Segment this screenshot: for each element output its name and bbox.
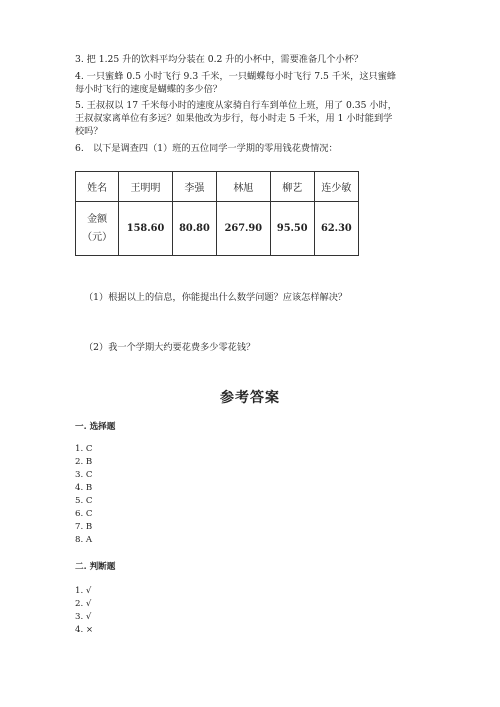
answer-item: 8. A — [75, 535, 93, 545]
question-4-line-1: 4. 一只蜜蜂 0.5 小时飞行 9.3 千米，一只蝴蝶每小时飞行 7.5 千米，这只蜜蜂 — [75, 71, 397, 82]
amount-cell: 62.30 — [314, 202, 358, 256]
allowance-table — [75, 171, 359, 256]
answer-item: 6. C — [75, 509, 93, 519]
answers-title: 参考答案 — [220, 390, 280, 406]
answer-item: 7. B — [75, 522, 93, 532]
amount-cell: 158.60 — [119, 202, 173, 256]
question-5-line-2: 王叔叔家离单位有多远？如果他改为步行，每小时走 5 千米，用 1 小时能到学 — [75, 113, 393, 124]
question-5-line-3: 校吗？ — [75, 126, 103, 137]
judge-answer-item: 1. √ — [75, 586, 92, 596]
section-choice-heading: 一. 选择题 — [75, 422, 116, 432]
judge-answer-item: 4. × — [75, 625, 94, 635]
name-cell: 连少敏 — [314, 172, 358, 202]
name-cell: 林旭 — [217, 172, 271, 202]
answer-item: 2. B — [75, 457, 93, 467]
question-4-line-2: 每小时飞行的速度是蝴蝶的多少倍？ — [75, 84, 222, 95]
question-5-line-1: 5. 王叔叔以 17 千米每小时的速度从家骑自行车到单位上班，用了 0.35 小时， — [75, 100, 397, 111]
subquestion-2: （2）我一个学期大约要花费多少零花钱？ — [84, 342, 256, 353]
judge-answer-item: 2. √ — [75, 599, 92, 609]
table-amount-row — [76, 202, 359, 256]
answer-item: 4. B — [75, 483, 93, 493]
name-cell: 王明明 — [119, 172, 173, 202]
answer-item: 5. C — [75, 496, 93, 506]
subquestion-1: （1）根据以上的信息，你能提出什么数学问题？应该怎样解决？ — [84, 292, 348, 303]
section-judge-heading: 二. 判断题 — [75, 562, 116, 572]
question-3: 3. 把 1.25 升的饮料平均分装在 0.2 升的小杯中，需要准备几个小杯？ — [75, 54, 364, 65]
name-cell: 柳艺 — [270, 172, 314, 202]
amount-cell: 80.80 — [172, 202, 216, 256]
amount-cell: 95.50 — [270, 202, 314, 256]
amount-label-cell — [76, 202, 119, 256]
header-label-cell: 姓名 — [76, 172, 119, 202]
amount-unit: （元） — [82, 231, 113, 243]
name-cell: 李强 — [172, 172, 216, 202]
answer-item: 1. C — [75, 444, 93, 454]
amount-label: 金额 — [87, 213, 108, 225]
amount-cell: 267.90 — [217, 202, 271, 256]
judge-answer-item: 3. √ — [75, 612, 92, 622]
answer-item: 3. C — [75, 470, 93, 480]
table-header-row — [76, 172, 359, 202]
question-6: 6. 以下是调查四（1）班的五位同学一学期的零用钱花费情况： — [75, 143, 338, 154]
